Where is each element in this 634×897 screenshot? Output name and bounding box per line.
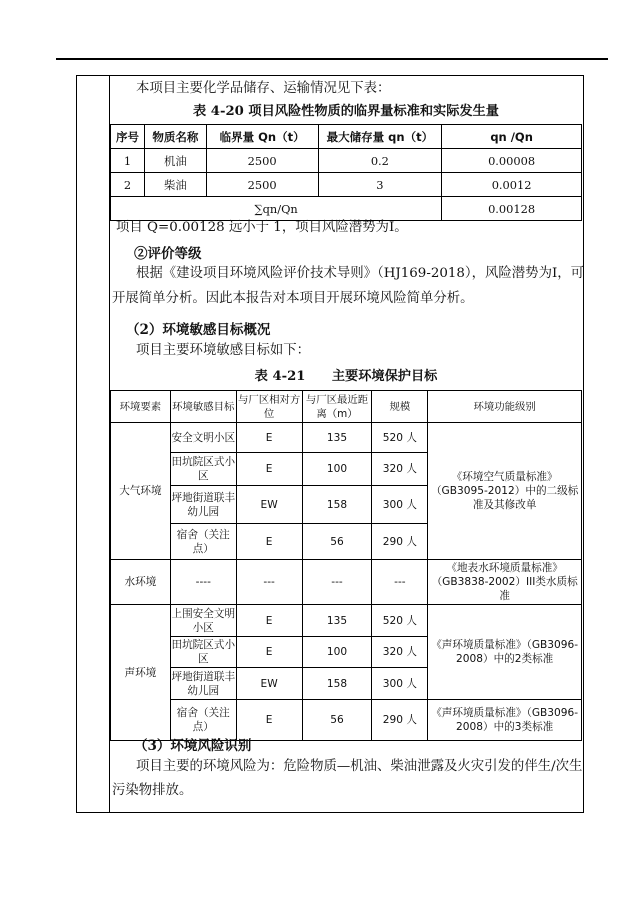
table-cell: 100: [302, 637, 372, 668]
table-cell: ---: [302, 560, 372, 605]
table2-caption: 表 4-21 主要环境保护目标: [254, 369, 438, 384]
table-cell: E: [236, 524, 302, 560]
table-cell: 320 人: [372, 637, 428, 668]
table-cell: 0.2: [318, 149, 442, 173]
sum-value: 0.00128: [442, 197, 582, 221]
table1-caption: 表 4-20 项目风险性物质的临界量标准和实际发生量: [193, 104, 499, 119]
table-row: [111, 149, 582, 173]
table-cell: 1: [111, 149, 145, 173]
table-cell: 安全文明小区: [170, 423, 236, 453]
table1-header: 最大储存量 qn（t）: [318, 125, 442, 149]
section2-title: （2）环境敏感目标概况: [126, 322, 271, 338]
env-element-water: 水环境: [111, 560, 171, 605]
table1-header: 序号: [111, 125, 145, 149]
level-text-line1: 根据《建设项目环境风险评价技术导则》（HJ169-2018），风险潜势为Ⅰ，可: [136, 266, 585, 281]
hazard-substance-table: [110, 124, 582, 221]
table2-header-row: [111, 391, 582, 423]
table-cell: 宿舍（关注点）: [170, 524, 236, 560]
header-rule: [56, 58, 608, 60]
table-cell: E: [236, 453, 302, 486]
table-cell: 田坑院区式小区: [170, 453, 236, 486]
table-cell: 0.00008: [442, 149, 582, 173]
table-cell: E: [236, 605, 302, 637]
table-cell: 2: [111, 173, 145, 197]
table-row: [111, 560, 582, 605]
table1-header: qn /Qn: [442, 125, 582, 149]
section2-intro: 项目主要环境敏感目标如下：: [136, 343, 311, 358]
env-element-noise: 声环境: [111, 605, 171, 741]
table-cell: 0.0012: [442, 173, 582, 197]
table-cell: 290 人: [372, 524, 428, 560]
table-cell: 290 人: [372, 700, 428, 741]
table-cell: 56: [302, 524, 372, 560]
table2-header: 环境要素: [111, 391, 171, 423]
table-cell: 坪地街道联丰幼儿园: [170, 486, 236, 524]
table-cell: 坪地街道联丰幼儿园: [170, 668, 236, 700]
table-cell: 上围安全文明小区: [170, 605, 236, 637]
protection-target-table: [110, 390, 582, 741]
table-row: [111, 173, 582, 197]
table-cell: E: [236, 423, 302, 453]
table-cell: 520 人: [372, 605, 428, 637]
function-level-noise-class3: 《声环境质量标准》（GB3096-2008）中的3类标准: [428, 700, 582, 741]
env-element-air: 大气环境: [111, 423, 171, 560]
intro-text: 本项目主要化学品储存、运输情况见下表：: [136, 81, 391, 96]
table1-header: 物质名称: [144, 125, 206, 149]
level-text-line2: 开展简单分析。因此本报告对本项目开展环境风险简单分析。: [112, 291, 474, 306]
table-cell: 300 人: [372, 668, 428, 700]
table1-header: 临界量 Qn（t）: [206, 125, 318, 149]
table-cell: 320 人: [372, 453, 428, 486]
table-cell: 56: [302, 700, 372, 741]
table-cell: EW: [236, 668, 302, 700]
table-cell: ----: [170, 560, 236, 605]
table2-header: 环境功能级别: [428, 391, 582, 423]
table-cell: 2500: [206, 173, 318, 197]
table2-header: 与厂区最近距离（m）: [302, 391, 372, 423]
table-cell: EW: [236, 486, 302, 524]
table-cell: 520 人: [372, 423, 428, 453]
table-cell: 机油: [144, 149, 206, 173]
table-cell: E: [236, 700, 302, 741]
section3-title: （3）环境风险识别: [134, 738, 252, 754]
table-cell: ---: [372, 560, 428, 605]
table1-header-row: [111, 125, 582, 149]
table2-header: 与厂区相对方位: [236, 391, 302, 423]
table-cell: ---: [236, 560, 302, 605]
section3-text-line1: 项目主要的环境风险为：危险物质—机油、柴油泄露及火灾引发的伴生/次生: [136, 759, 583, 774]
table-cell: 158: [302, 668, 372, 700]
table2-header: 环境敏感目标: [170, 391, 236, 423]
function-level-air: 《环境空气质量标准》（GB3095-2012）中的二级标准及其修改单: [428, 423, 582, 560]
function-level-water: 《地表水环境质量标准》（GB3838-2002）III类水质标准: [428, 560, 582, 605]
table-cell: 100: [302, 453, 372, 486]
section3-text-line2: 污染物排放。: [112, 783, 193, 798]
table-cell: 田坑院区式小区: [170, 637, 236, 668]
table-cell: 2500: [206, 149, 318, 173]
table-cell: E: [236, 637, 302, 668]
table-cell: 3: [318, 173, 442, 197]
level-title: ②评价等级: [134, 246, 202, 262]
table-cell: 柴油: [144, 173, 206, 197]
function-level-noise-class2: 《声环境质量标准》（GB3096-2008）中的2类标准: [428, 605, 582, 700]
table-row: [111, 605, 582, 637]
table-cell: 300 人: [372, 486, 428, 524]
table-row: [111, 423, 582, 453]
table-cell: 158: [302, 486, 372, 524]
table-cell: 135: [302, 423, 372, 453]
table2-header: 规模: [372, 391, 428, 423]
sum-label: ∑qn/Qn: [111, 197, 442, 221]
table-cell: 135: [302, 605, 372, 637]
table-cell: 宿舍（关注点）: [170, 700, 236, 741]
q-text: 项目 Q=0.00128 远小于 1，项目风险潜势为Ⅰ。: [116, 220, 408, 235]
